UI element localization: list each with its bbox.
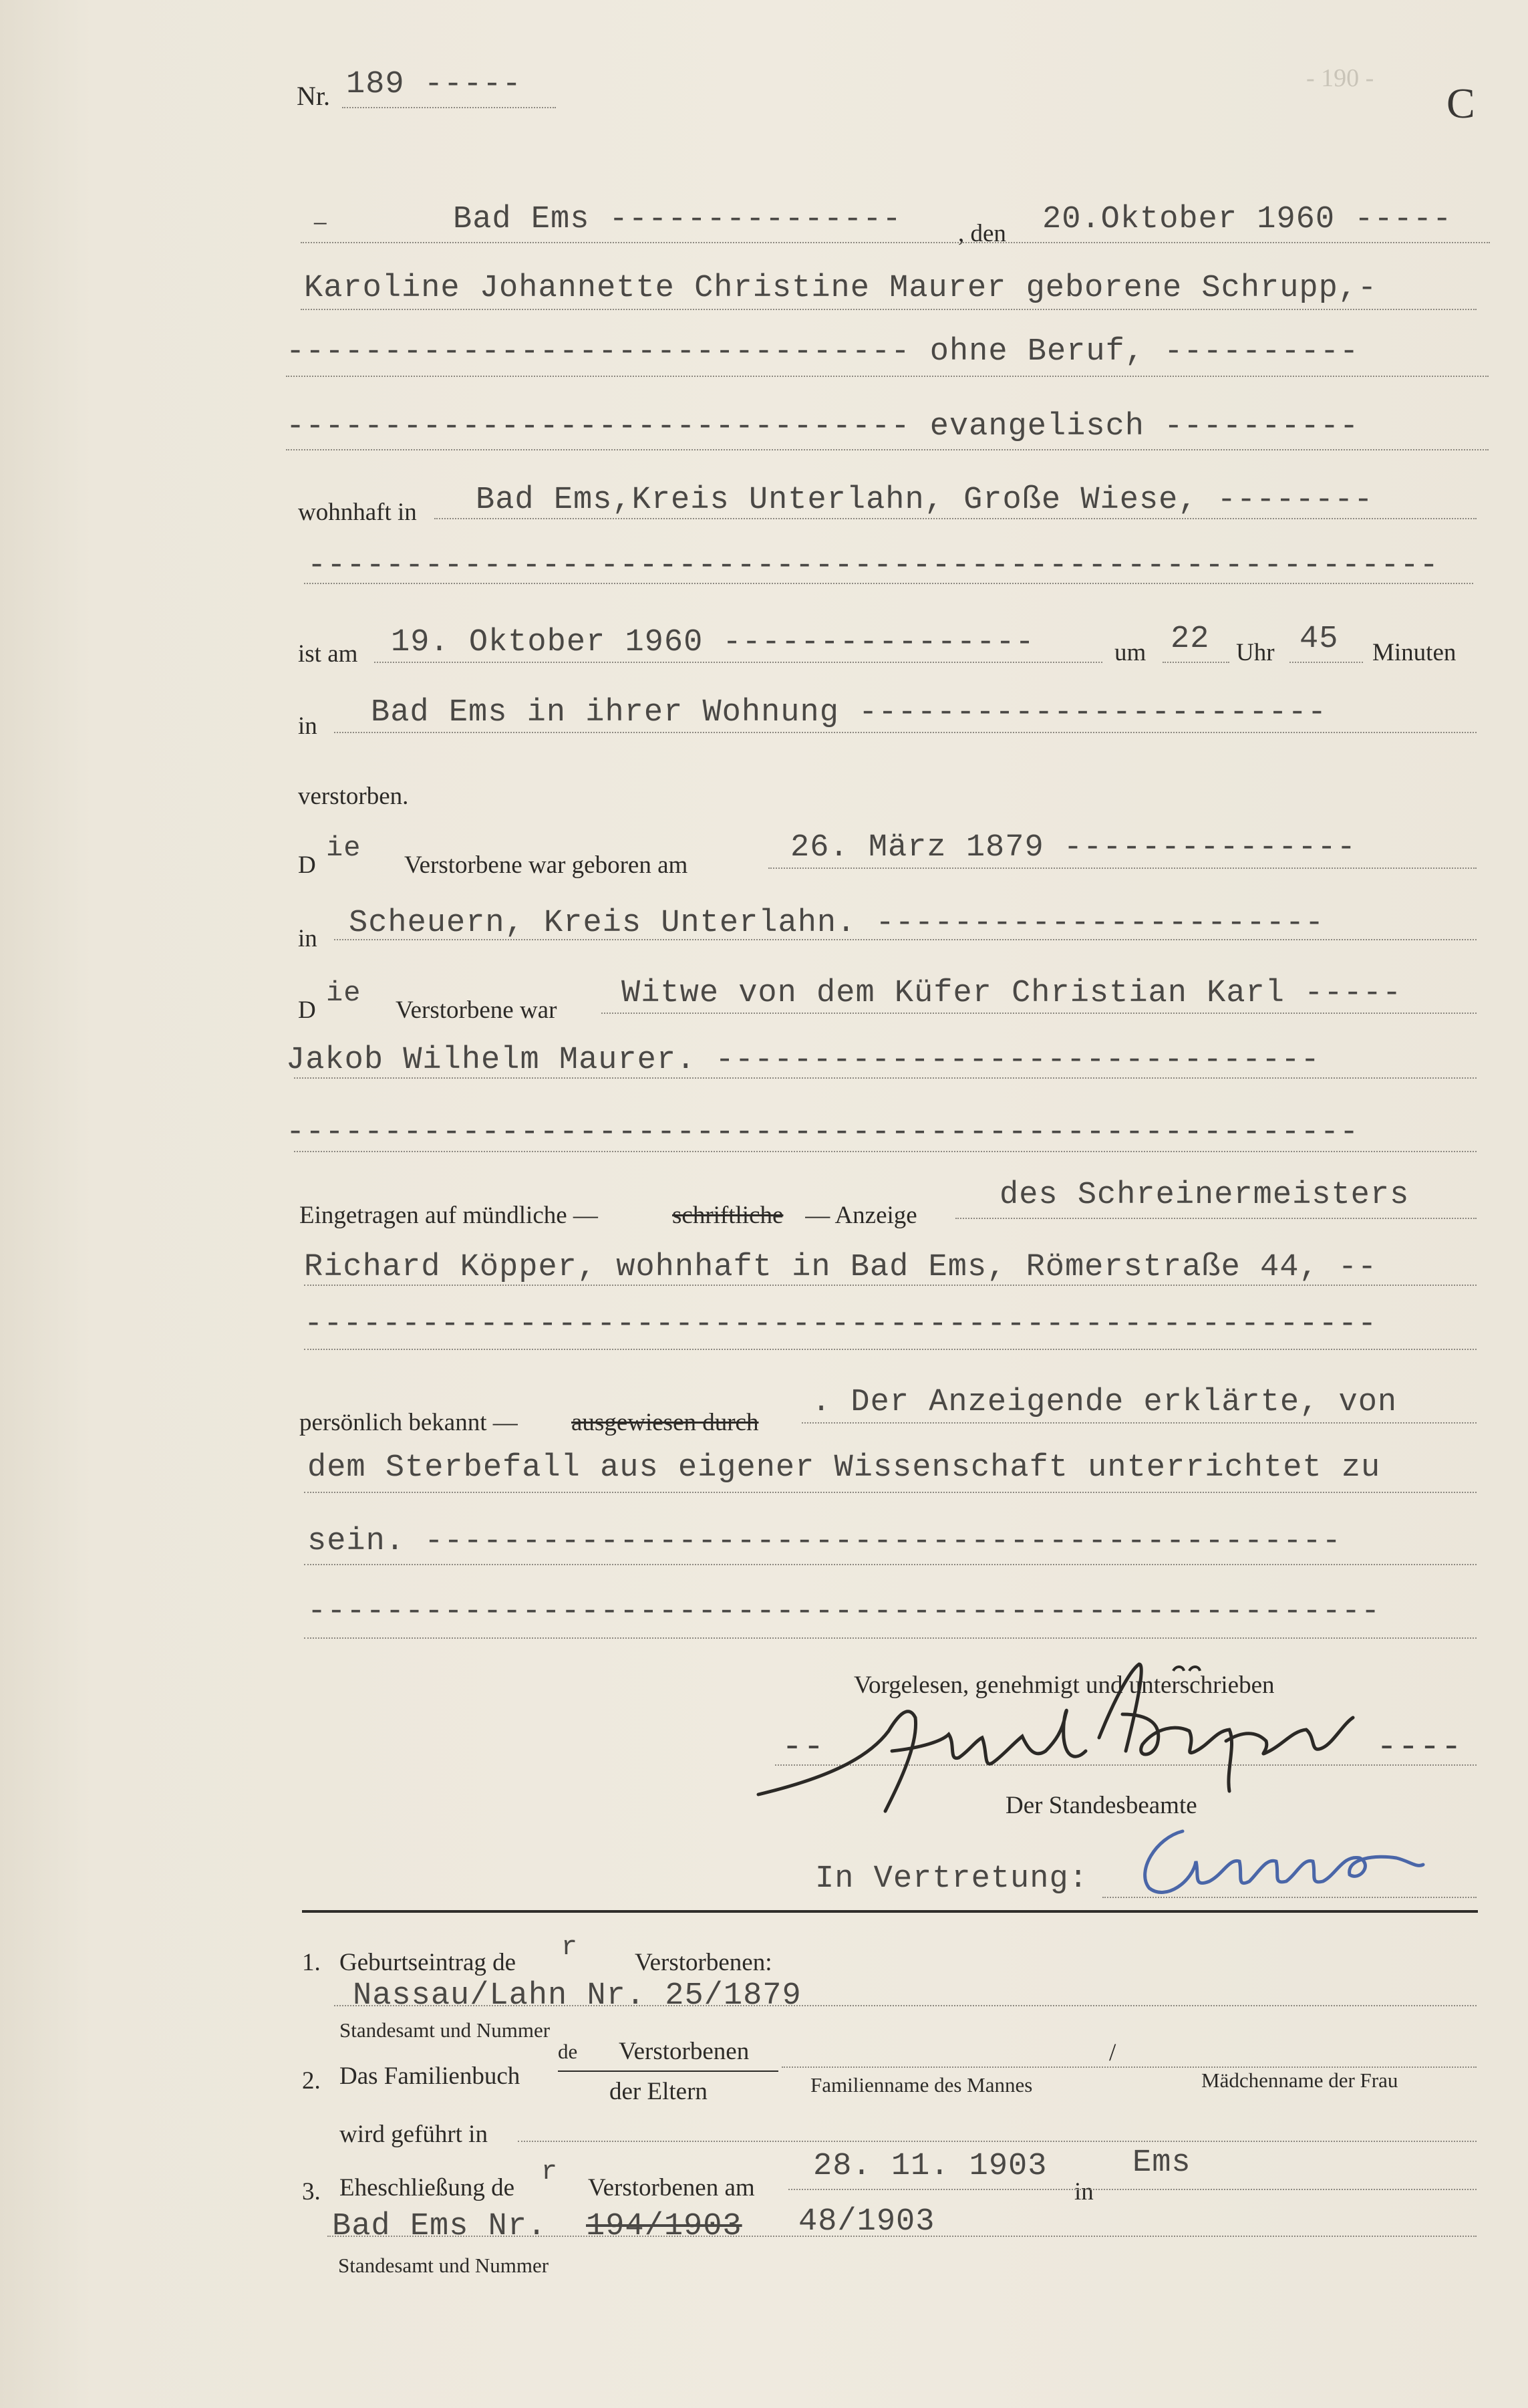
spouse-name: Jakob Wilhelm Maurer. ------------------------------- — [286, 1043, 1320, 1078]
ghost-number: - 190 - — [1306, 64, 1374, 92]
marriage-date: 28. 11. 1903 — [813, 2149, 1048, 2184]
note3-in-label: in — [1074, 2178, 1094, 2205]
statement-continuation: ------------------------------------------------------- — [307, 1594, 1381, 1629]
section-divider — [302, 1910, 1478, 1913]
note2-de: de — [558, 2040, 578, 2063]
residence-value: Bad Ems,Kreis Unterlahn, Große Wiese, -------- — [476, 483, 1374, 518]
died-on-label: ist am — [298, 640, 358, 668]
statement-line-3: sein. ----------------------------------------------- — [307, 1524, 1342, 1559]
note1-sublabel: Standesamt und Nummer — [339, 2018, 551, 2042]
record-number: 189 ----- — [346, 67, 522, 102]
marital-label: Verstorbene war — [396, 996, 557, 1024]
marital-status: Witwe von dem Küfer Christian Karl ----- — [621, 976, 1402, 1011]
place-dash: – — [314, 208, 327, 235]
registrar-label: Der Standesbeamte — [1006, 1792, 1197, 1819]
note2-label: Das Familienbuch — [339, 2062, 520, 2090]
registration-struck-written: schriftliche — [672, 1202, 784, 1229]
note3-number: 3. — [302, 2178, 321, 2205]
note1-label-2: Verstorbenen: — [635, 1949, 772, 1976]
minuten-label: Minuten — [1372, 639, 1457, 666]
religion-line: -------------------------------- evangelisch ---------- — [286, 409, 1360, 444]
marital-suffix: ie — [326, 977, 361, 1009]
note2-slash: / — [1109, 2039, 1116, 2066]
uhr-label: Uhr — [1236, 639, 1275, 666]
deputy-label: In Vertretung: — [815, 1861, 1088, 1897]
note3-label: Eheschließung de — [339, 2174, 514, 2201]
registrar-signature — [1129, 1818, 1436, 1905]
known-struck: ausgewiesen durch — [571, 1409, 759, 1436]
note2-parents: der Eltern — [609, 2078, 708, 2105]
note2-husband-label: Familienname des Mannes — [810, 2073, 1033, 2097]
residence-continuation: ---------------------------------------------------------- — [307, 548, 1439, 583]
deceased-name: Karoline Johannette Christine Maurer geborene Schrupp,- — [304, 271, 1378, 306]
residence-label: wohnhaft in — [298, 499, 417, 526]
signature-lead-dashes: -- — [782, 1728, 825, 1767]
read-approved-label: Vorgelesen, genehmigt und unterschrieben — [854, 1671, 1275, 1699]
note1-value: Nassau/Lahn Nr. 25/1879 — [353, 1978, 802, 2014]
death-place: Bad Ems in ihrer Wohnung ------------------------ — [371, 695, 1328, 730]
registration-label-prefix: Eingetragen auf mündliche — — [299, 1202, 605, 1229]
note1-label: Geburtseintrag de — [339, 1949, 516, 1976]
birth-label: Verstorbene war geboren am — [404, 851, 688, 879]
informant-details: Richard Köpper, wohnhaft in Bad Ems, Römerstraße 44, -- — [304, 1250, 1378, 1285]
birth-d-label: D — [298, 851, 316, 879]
birth-suffix: ie — [326, 832, 361, 864]
note1-suffix: r — [561, 1933, 579, 1963]
note2-fraction-line — [558, 2070, 778, 2072]
signature-tail-dashes: ---- — [1376, 1728, 1463, 1767]
death-date: 19. Oktober 1960 ---------------- — [391, 625, 1035, 660]
death-hour: 22 — [1171, 622, 1210, 657]
death-place-label: in — [298, 712, 317, 740]
verstorben-label: verstorben. — [298, 783, 409, 810]
known-label-prefix: persönlich bekannt — — [299, 1409, 524, 1436]
note3-suffix: r — [541, 2157, 559, 2187]
death-minute: 45 — [1300, 622, 1339, 657]
nr-label: Nr. — [297, 81, 330, 111]
um-label: um — [1114, 639, 1147, 666]
registry-place: Bad Ems --------------- — [453, 202, 902, 237]
marriage-place: Ems — [1132, 2145, 1191, 2181]
birth-place: Scheuern, Kreis Unterlahn. ----------------------- — [349, 906, 1325, 941]
marriage-registry: Bad Ems Nr. — [332, 2209, 547, 2244]
birth-place-label: in — [298, 925, 317, 952]
registry-date: 20.Oktober 1960 ----- — [1042, 202, 1453, 237]
marriage-number-corrected: 48/1903 — [798, 2204, 935, 2240]
note3-sublabel: Standesamt und Nummer — [338, 2254, 549, 2277]
informant-title: des Schreinermeisters — [1000, 1178, 1410, 1213]
note3-label-2: Verstorbenen am — [588, 2174, 755, 2201]
marital-continuation: ------------------------------------------------------- — [286, 1115, 1360, 1150]
statement-line-2: dem Sterbefall aus eigener Wissenschaft unterrichtet zu — [307, 1450, 1381, 1486]
marital-d-label: D — [298, 996, 316, 1024]
den-label: , den — [958, 220, 1006, 247]
occupation-line: -------------------------------- ohne Beruf, ---------- — [286, 334, 1360, 370]
note2-kept-in-label: wird geführt in — [339, 2121, 488, 2148]
note1-number: 1. — [302, 1949, 321, 1976]
note2-number: 2. — [302, 2067, 321, 2095]
note2-deceased: Verstorbenen — [619, 2038, 750, 2065]
birth-date: 26. März 1879 --------------- — [790, 830, 1356, 865]
form-letter: C — [1446, 80, 1475, 127]
note2-wife-label: Mädchenname der Frau — [1201, 2068, 1398, 2092]
statement-line-1: . Der Anzeigende erklärte, von — [812, 1385, 1398, 1420]
registration-continuation: ------------------------------------------------------- — [304, 1307, 1378, 1342]
registration-label-suffix: — Anzeige — [799, 1202, 917, 1229]
marriage-number-struck: 194/1903 — [586, 2209, 742, 2244]
